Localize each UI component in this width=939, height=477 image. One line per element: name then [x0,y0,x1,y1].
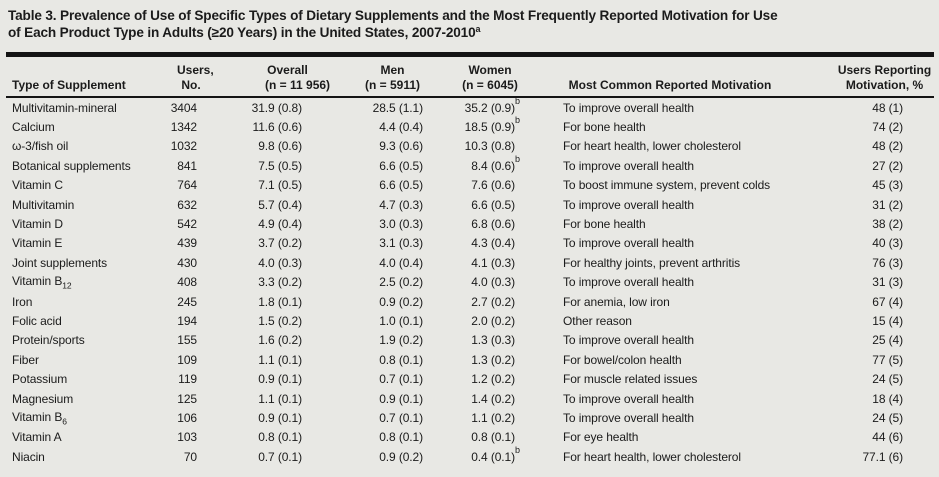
col-header-type: Type of Supplement [6,57,165,97]
table-title-line2: of Each Product Type in Adults (≥20 Years) in the United States, 2007-2010$^a$ [8,23,481,40]
table-row [6,137,934,156]
cell-users-no: 841 [177,158,197,173]
cell-supplement-name: Potassium [12,372,68,387]
table-row [6,214,934,233]
col-header-men: Men (n = 5911) [310,57,425,97]
cell-women: 2.0 (0.2) [471,313,515,328]
cell-users-reporting: 18 (4) [872,391,903,406]
cell-overall: 4.0 (0.3) [258,255,302,270]
cell-overall: 11.6 (0.6) [252,120,302,135]
cell-motivation: For bone health [563,217,646,232]
cell-users-reporting: 31 (2) [872,197,903,212]
table-row [6,176,934,195]
cell-overall: 1.1 (0.1) [258,352,302,367]
cell-men: 0.8 (0.1) [379,352,423,367]
cell-women: 35.2 (0.9) b [464,95,520,115]
cell-motivation: For bowel/colon health [563,352,682,367]
cell-women: 4.1 (0.3) [471,255,515,270]
cell-users-reporting: 67 (4) [872,294,903,309]
cell-supplement-name: ω-3/fish oil [12,139,69,154]
cell-supplement-name: Protein/sports [12,333,85,348]
table-row [6,408,934,427]
cell-overall: 0.8 (0.1) [258,430,302,445]
cell-users-reporting: 25 (4) [872,333,903,348]
cell-motivation: To improve overall health [563,410,694,425]
cell-motivation: To improve overall health [563,275,694,290]
table-header [6,57,934,97]
table-row [6,369,934,388]
table-row [6,350,934,369]
cell-men: 28.5 (1.1) [372,100,423,115]
cell-women: 8.4 (0.6) b [471,153,520,173]
cell-motivation: To improve overall health [563,391,694,406]
cell-users-no: 119 [178,372,197,387]
cell-users-reporting: 48 (2) [872,139,903,154]
cell-supplement-name: Vitamin D [12,217,63,232]
col-header-users: Users, No. [165,57,205,97]
cell-users-no: 106 [177,410,197,425]
table-row [6,292,934,311]
cell-users-reporting: 24 (5) [872,410,903,425]
cell-men: 2.5 (0.2) [379,275,423,290]
cell-women: 1.4 (0.2) [471,391,515,406]
cell-overall: 7.1 (0.5) [258,178,302,193]
cell-users-no: 245 [177,294,197,309]
cell-motivation: For muscle related issues [563,372,698,387]
cell-users-no: 408 [177,275,197,290]
cell-women: 4.0 (0.3) [471,275,515,290]
table-row [6,234,934,253]
cell-women: 10.3 (0.8) [464,139,515,154]
cell-supplement-name: Folic acid [12,313,62,328]
cell-women: 1.3 (0.2) [471,352,515,367]
cell-men: 0.9 (0.1) [379,391,423,406]
cell-women: 6.8 (0.6) [471,217,515,232]
cell-men: 4.4 (0.4) [379,120,423,135]
cell-motivation: For eye health [563,430,639,445]
significance-flag: b [515,95,520,106]
cell-supplement-name: Vitamin $B_6$ [12,409,67,427]
cell-men: 0.7 (0.1) [379,410,423,425]
cell-overall: 4.9 (0.4) [258,217,302,232]
col-header-women: Women (n = 6045) [425,57,525,97]
table-row [6,117,934,136]
cell-users-reporting: 40 (3) [872,236,903,251]
cell-motivation: For heart health, lower cholesterol [563,449,741,464]
cell-supplement-name: Magnesium [12,391,74,406]
significance-flag: b [515,444,520,455]
cell-women: 0.4 (0.1) b [471,444,520,464]
cell-women: 2.7 (0.2) [471,294,515,309]
cell-men: 3.0 (0.3) [379,217,423,232]
cell-men: 1.9 (0.2) [379,333,423,348]
cell-motivation: To improve overall health [563,333,694,348]
cell-overall: 3.7 (0.2) [258,236,302,251]
cell-users-no: 109 [177,352,197,367]
cell-users-reporting: 74 (2) [872,120,903,135]
cell-users-reporting: 27 (2) [872,158,903,173]
cell-supplement-name: Calcium [12,120,55,135]
cell-men: 0.9 (0.2) [379,294,423,309]
cell-users-no: 125 [177,391,197,406]
table-row [6,389,934,408]
cell-motivation: To boost immune system, prevent colds [563,178,771,193]
cell-users-reporting: 45 (3) [872,178,903,193]
cell-women: 18.5 (0.9) b [464,115,520,135]
cell-motivation: For bone health [563,120,646,135]
table-row [6,97,934,117]
cell-overall: 7.5 (0.5) [258,158,302,173]
cell-overall: 0.9 (0.1) [258,410,302,425]
cell-men: 0.7 (0.1) [379,372,423,387]
cell-users-reporting: 77 (5) [872,352,903,367]
cell-users-no: 3404 [170,100,197,115]
cell-supplement-name: Fiber [12,352,39,367]
cell-women: 4.3 (0.4) [471,236,515,251]
cell-men: 4.7 (0.3) [379,197,423,212]
cell-motivation: To improve overall health [563,158,694,173]
cell-users-reporting: 31 (3) [872,275,903,290]
cell-supplement-name: Vitamin E [12,236,63,251]
cell-supplement-name: Niacin [12,449,45,464]
cell-users-reporting: 48 (1) [872,100,903,115]
cell-supplement-name: Vitamin A [12,430,62,445]
cell-supplement-name: Multivitamin [12,197,75,212]
table-row [6,311,934,330]
cell-men: 1.0 (0.1) [379,313,423,328]
cell-supplement-name: Botanical supplements [12,158,131,173]
cell-users-reporting: 44 (6) [872,430,903,445]
cell-supplement-name: Multivitamin-mineral [12,100,117,115]
table-row [6,331,934,350]
table-body [6,97,934,466]
cell-overall: 1.6 (0.2) [258,333,302,348]
cell-motivation: To improve overall health [563,100,694,115]
significance-flag: b [515,153,520,164]
cell-motivation: Other reason [563,313,632,328]
cell-users-no: 1032 [170,139,197,154]
title-footnote-marker: a [475,23,481,34]
cell-overall: 9.8 (0.6) [258,139,302,154]
cell-motivation: For healthy joints, prevent arthritis [563,255,741,270]
col-header-overall: Overall (n = 11 956) [205,57,310,97]
cell-users-reporting: 38 (2) [872,217,903,232]
cell-users-no: 632 [177,197,197,212]
cell-supplement-name: Vitamin C [12,178,63,193]
cell-men: 9.3 (0.6) [379,139,423,154]
cell-motivation: For heart health, lower cholesterol [563,139,741,154]
cell-users-no: 764 [177,178,197,193]
cell-men: 6.6 (0.5) [379,158,423,173]
cell-overall: 1.5 (0.2) [258,313,302,328]
col-header-reporting: Users Reporting Motivation, % [815,57,934,97]
cell-users-reporting: 15 (4) [872,313,903,328]
cell-users-no: 439 [177,236,197,251]
cell-motivation: To improve overall health [563,197,694,212]
cell-overall: 1.8 (0.1) [258,294,302,309]
table-title-line1: Table 3. Prevalence of Use of Specific Types of Dietary Supplements and the Most Frequently Reported Motivation for Use [8,8,778,23]
significance-flag: b [515,115,520,126]
cell-users-no: 155 [177,333,197,348]
cell-overall: 3.3 (0.2) [258,275,302,290]
table-row [6,447,934,466]
cell-users-no: 194 [177,313,197,328]
cell-women: 1.2 (0.2) [471,372,515,387]
cell-women: 7.6 (0.6) [471,178,515,193]
cell-overall: 0.7 (0.1) [258,449,302,464]
table-row [6,428,934,447]
cell-motivation: To improve overall health [563,236,694,251]
cell-overall: 5.7 (0.4) [258,197,302,212]
cell-overall: 31.9 (0.8) [251,100,302,115]
cell-women: 6.6 (0.5) [471,197,515,212]
cell-overall: 0.9 (0.1) [258,372,302,387]
table-row [6,273,934,292]
cell-supplement-name: Vitamin $B_{12}$ [12,274,72,291]
cell-men: 3.1 (0.3) [379,236,423,251]
col-header-motivation: Most Common Reported Motivation [525,57,815,97]
table-row [6,253,934,272]
cell-overall: 1.1 (0.1) [258,391,302,406]
cell-users-no: 70 [183,449,197,464]
cell-men: 4.0 (0.4) [379,255,423,270]
cell-women: 0.8 (0.1) [471,430,515,445]
table-row [6,156,934,175]
cell-men: 6.6 (0.5) [379,178,423,193]
table-title [0,0,939,41]
supplements-table [6,57,934,466]
cell-motivation: For anemia, low iron [563,294,670,309]
cell-women: 1.1 (0.2) [471,410,515,425]
cell-supplement-name: Joint supplements [12,255,108,270]
table-row [6,195,934,214]
cell-users-reporting: 24 (5) [872,372,903,387]
cell-supplement-name: Iron [12,294,33,309]
cell-users-no: 430 [177,255,197,270]
cell-users-no: 103 [177,430,197,445]
cell-men: 0.9 (0.2) [379,449,423,464]
cell-men: 0.8 (0.1) [379,430,423,445]
cell-users-no: 1342 [170,120,197,135]
cell-women: 1.3 (0.3) [471,333,515,348]
cell-users-reporting: 77.1 (6) [862,449,903,464]
cell-users-no: 542 [177,217,197,232]
cell-users-reporting: 76 (3) [872,255,903,270]
